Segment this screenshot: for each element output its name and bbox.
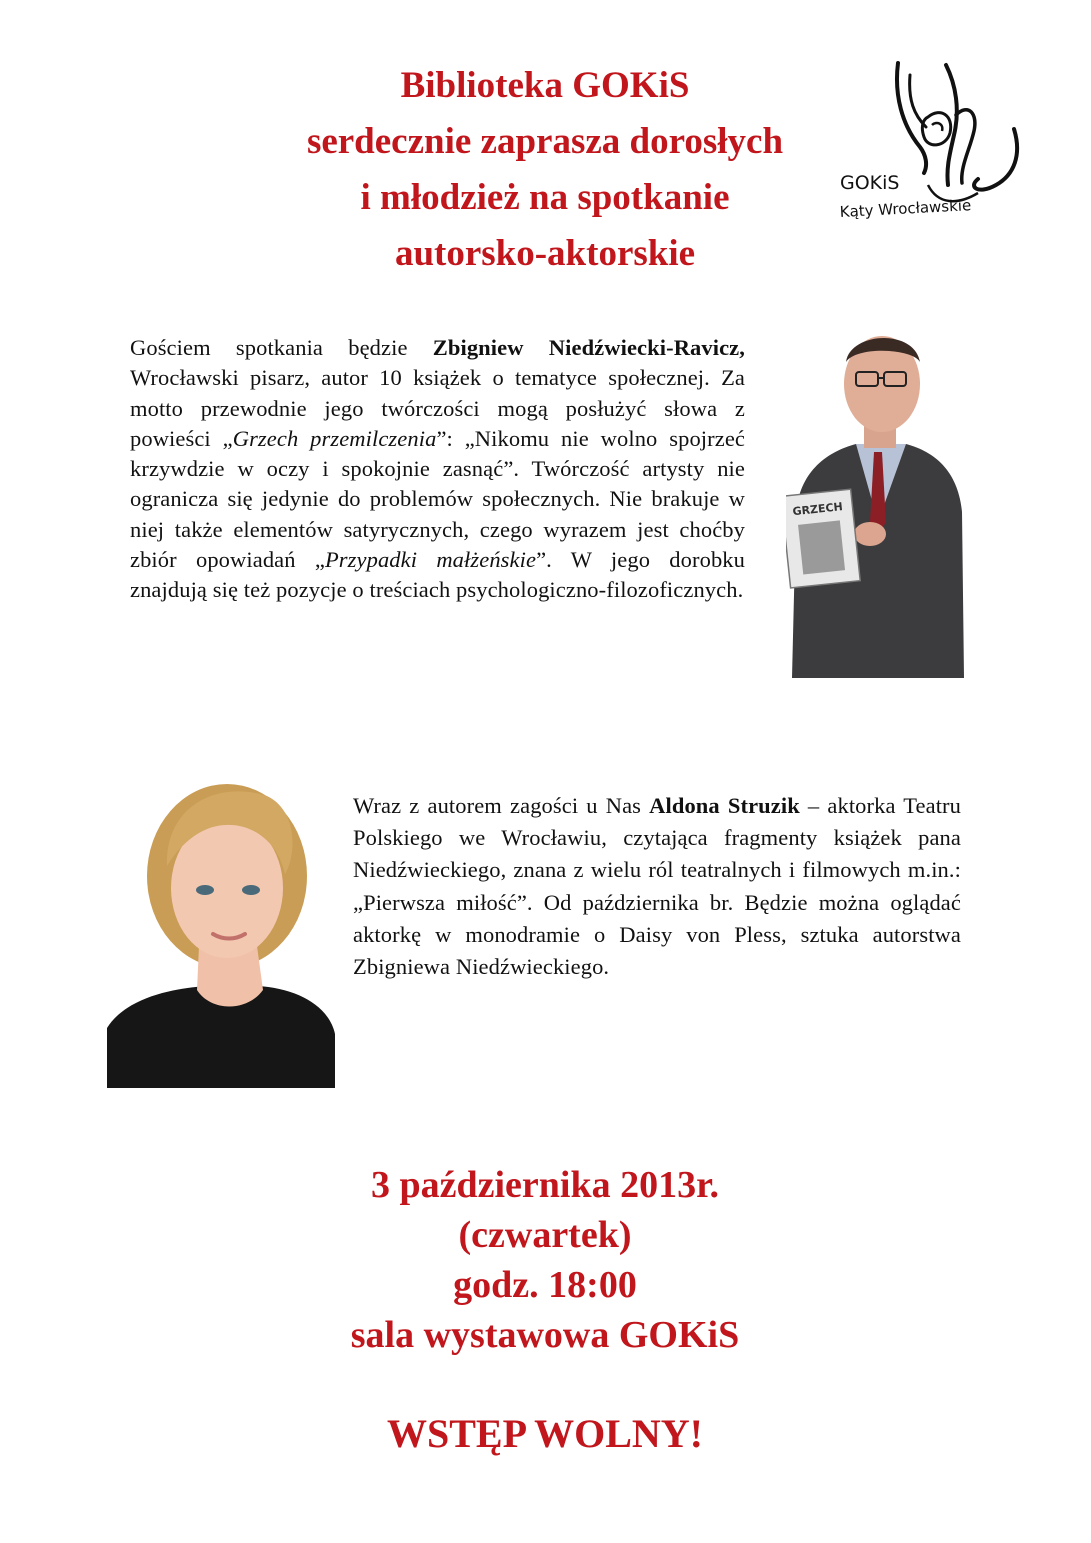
event-time: godz. 18:00 [453, 1264, 637, 1306]
guest1-paragraph [130, 333, 745, 606]
headline-line-3: i młodzież na spotkanie [360, 177, 730, 218]
guest2-paragraph [353, 790, 961, 983]
guest1-text-intro: Gościem spotkania będzie [130, 335, 433, 360]
event-weekday: (czwartek) [458, 1214, 632, 1256]
gokis-logo [828, 55, 1028, 245]
guest1-text-body: Wrocławski pisarz, autor 10 książek o tematyce społecznej. Za motto przewodnie jego twórczości mogą posłużyć słowa z powieści „ [130, 365, 745, 451]
logo-place: Kąty Wrocławskie [839, 196, 972, 221]
event-details [215, 1160, 875, 1360]
headline-line-1: Biblioteka GOKiS [400, 65, 690, 106]
actress-photo [107, 766, 335, 1088]
free-entry-notice: WSTĘP WOLNY! [387, 1411, 703, 1456]
author-photo [786, 322, 968, 678]
event-venue: sala wystawowa GOKiS [350, 1314, 740, 1356]
guest2-text-body: – aktorka Teatru Polskiego we Wrocławiu, czytająca fragmenty książek pana Niedźwieckiego, znana z wielu ról teatralnych i filmowych m.in.: „Pierwsza miłość”. Od października br. Będzie można oglądać aktorkę w monodramie o Daisy von Pless, sztuka autorstwa Zbigniewa Niedźwieckiego. [353, 793, 961, 980]
guest2-text-intro: Wraz z autorem zagości u Nas [353, 793, 650, 818]
guest1-collection-title: Przypadki małżeńskie [324, 547, 537, 573]
headline-line-2: serdecznie zaprasza dorosłych [306, 121, 784, 162]
logo-name: GOKiS [840, 172, 900, 194]
guest1-novel-title: Grzech przemilczenia [232, 425, 437, 451]
guest1-name: Zbigniew Niedźwiecki-Ravicz, [432, 335, 745, 360]
headline-line-4: autorsko-aktorskie [394, 233, 696, 274]
book-cover-title: GRZECH [791, 500, 844, 519]
headline [215, 58, 875, 282]
guest2-name: Aldona Struzik [649, 793, 800, 818]
guest1-text-end: ”. W jego dorobku znajdują się też pozycje o treściach psychologiczno-filozoficznych. [130, 547, 745, 603]
guest1-text-body-2: ”: „Nikomu nie wolno spojrzeć krzywdzie w oczy i spokojnie zasnąć”. Twórczość artysty nie ogranicza się jedynie do problemów społecznych. Nie brakuje w niej także elementów satyrycznych, czego wyrazem jest choćby zbiór opowiadań „ [130, 425, 745, 573]
event-date: 3 października 2013r. [371, 1164, 719, 1206]
